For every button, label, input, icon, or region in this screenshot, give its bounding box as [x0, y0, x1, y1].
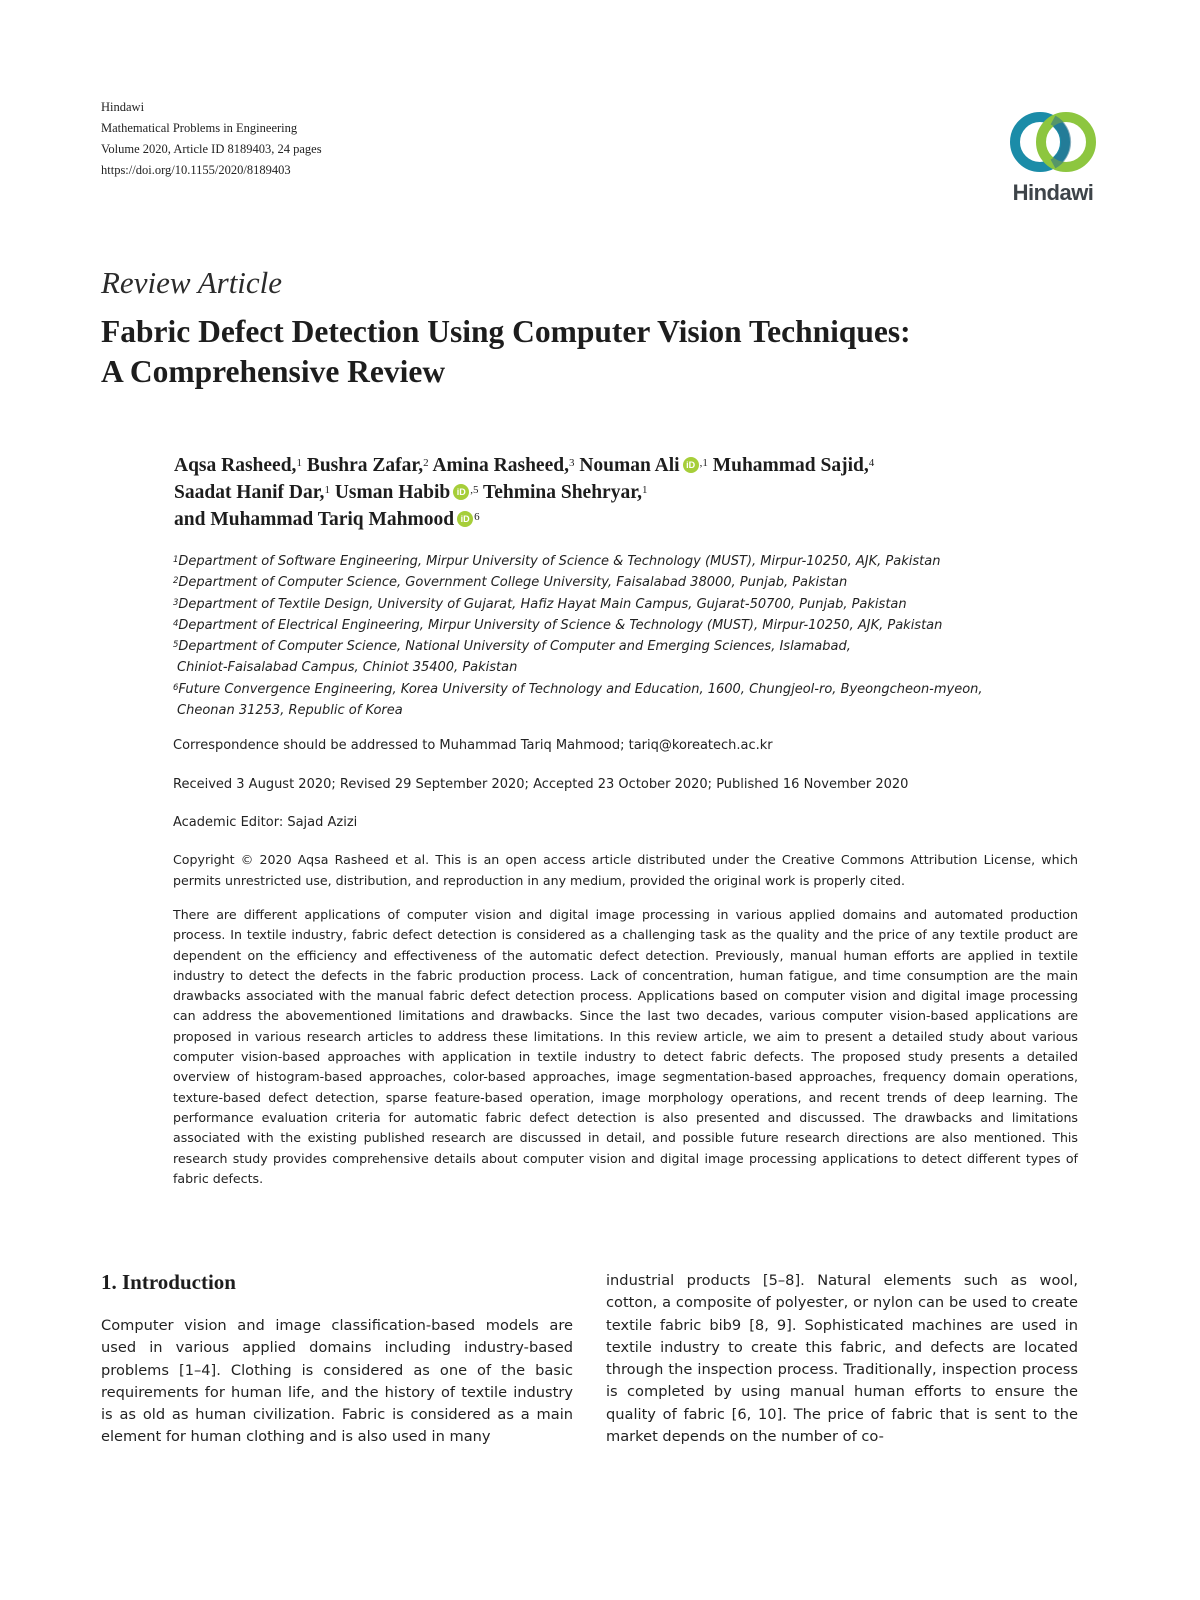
affiliation-text: Future Convergence Engineering, Korea University of Technology and Education, 1600, Chungjeol-ro, Byeongcheon-myeon,: [178, 681, 983, 697]
affiliation-text: Department of Electrical Engineering, Mirpur University of Science & Technology (MUST), Mirpur-10250, AJK, Pakistan: [178, 617, 943, 633]
doi-link[interactable]: https://doi.org/10.1155/2020/8189403: [101, 163, 291, 177]
copyright-notice: Copyright © 2020 Aqsa Rasheed et al. This is an open access article distributed under the Creative Commons Attribution License, which permits unrestricted use, distribution, and reproduction in any medium, provided the original work is properly cited.: [173, 852, 1078, 888]
orcid-icon[interactable]: iD: [457, 511, 473, 527]
hindawi-logo: [1000, 108, 1106, 204]
author-name: and Muhammad Tariq Mahmood: [174, 509, 455, 530]
section-heading: 1. Introduction: [101, 1270, 236, 1294]
author-name: Tehmina Shehryar,: [483, 482, 642, 503]
affiliation-number: 4: [173, 618, 179, 629]
journal-header: [101, 97, 322, 181]
body-text-left-column: Computer vision and image classification-based models are used in various applied domains including industry-based problems [1–4]. Clothing is considered as one of the basic requirements for human life, and the history of textile industry is as old as human civilization. Fabric is considered as a main element for human clothing and is also used in many: [101, 1317, 573, 1446]
affiliation-item: [173, 636, 1113, 657]
affiliation-continuation: Chiniot-Faisalabad Campus, Chiniot 35400, Pakistan: [177, 660, 518, 676]
orcid-icon[interactable]: iD: [683, 457, 699, 473]
affiliation-number: 2: [173, 576, 179, 587]
affiliation-marker: 1: [296, 457, 302, 469]
author-name: Amina Rasheed,: [432, 455, 569, 476]
affiliation-marker: 4: [868, 457, 875, 469]
academic-editor: Academic Editor: Sajad Azizi: [173, 815, 358, 830]
author-line-1: [174, 452, 1114, 479]
affiliation-list: [173, 551, 1113, 721]
author-name: Muhammad Sajid,: [712, 455, 869, 476]
affiliation-number: 5: [173, 640, 179, 651]
affiliation-continuation: Cheonan 31253, Republic of Korea: [177, 703, 403, 719]
affiliation-text: Department of Textile Design, University of Gujarat, Hafiz Hayat Main Campus, Gujarat-50700, Punjab, Pakistan: [178, 596, 907, 612]
affiliation-marker: 1: [641, 484, 648, 496]
article-type: Review Article: [101, 265, 283, 300]
affiliation-item: [173, 572, 1113, 593]
affiliation-item: [173, 615, 1113, 636]
author-name: Saadat Hanif Dar,: [174, 482, 325, 503]
affiliation-item: [173, 679, 1113, 700]
affiliation-marker: 6: [474, 511, 480, 523]
paper-title: [101, 312, 1101, 392]
affiliation-number: 1: [173, 555, 179, 565]
publication-dates: Received 3 August 2020; Revised 29 September 2020; Accepted 23 October 2020; Published 16 November 2020: [173, 777, 909, 792]
affiliation-marker: 2: [423, 457, 429, 469]
title-line-1: Fabric Defect Detection Using Computer Vision Techniques:: [101, 314, 911, 349]
author-name: Aqsa Rasheed,: [174, 455, 297, 476]
affiliation-number: 6: [173, 682, 179, 693]
orcid-icon[interactable]: iD: [453, 484, 469, 500]
affiliation-item: [173, 594, 1113, 615]
hindawi-logo-icon: [1000, 108, 1106, 180]
affiliation-text: Department of Computer Science, National University of Computer and Emerging Sciences, Islamabad,: [178, 639, 851, 655]
author-name: Bushra Zafar,: [306, 455, 424, 476]
affiliation-text: Department of Software Engineering, Mirpur University of Science & Technology (MUST), Mirpur-10250, AJK, Pakistan: [178, 554, 941, 569]
affiliation-number: 3: [173, 597, 179, 608]
journal-name: Mathematical Problems in Engineering: [101, 121, 298, 135]
affiliation-marker: ,1: [699, 457, 708, 469]
author-list: [174, 452, 1114, 533]
author-name: Nouman Ali: [579, 455, 680, 476]
author-name: Usman Habib: [334, 482, 451, 503]
title-line-2: A Comprehensive Review: [101, 354, 446, 389]
author-line-3: [174, 506, 1114, 533]
affiliation-marker: 3: [568, 457, 575, 469]
body-text-right-column: industrial products [5–8]. Natural elements such as wool, cotton, a composite of polyester, or nylon can be used to create textile fabric bib9 [8, 9]. Sophisticated machines are used in textile industry to create this fabric, and defects are located through the inspection process. Traditionally, inspection process is completed by using manual human efforts to ensure the quality of fabric [6, 10]. The price of fabric that is sent to the market depends on the number of co-: [606, 1272, 1078, 1446]
affiliation-marker: 1: [324, 484, 330, 496]
volume-info: Volume 2020, Article ID 8189403, 24 pages: [101, 142, 322, 156]
publisher-name: Hindawi: [101, 100, 145, 114]
affiliation-marker: ,5: [470, 484, 479, 496]
logo-wordmark: Hindawi: [1012, 180, 1094, 205]
affiliation-text: Department of Computer Science, Government College University, Faisalabad 38000, Punjab, Pakistan: [178, 575, 848, 591]
affiliation-item: [173, 551, 1113, 572]
author-line-2: [174, 479, 1114, 506]
correspondence: Correspondence should be addressed to Muhammad Tariq Mahmood; tariq@koreatech.ac.kr: [173, 738, 773, 753]
abstract-text: There are different applications of computer vision and digital image processing in various applied domains and automated production process. In textile industry, fabric defect detection is considered as a challenging task as the quality and the price of any textile product are dependent on the efficiency and effectiveness of the automatic defect detection. Previously, manual human efforts are applied in textile industry to detect the defects in the fabric production process. Lack of concentration, human fatigue, and time consumption are the main drawbacks associated with the manual fabric defect detection process. Applications based on computer vision and digital image processing can address the abovementioned limitations and drawbacks. Since the last two decades, various computer vision-based applications are proposed in various research articles to address these limitations. In this review article, we aim to present a detailed study about various computer vision-based approaches with application in textile industry to detect fabric defects. The proposed study presents a detailed overview of histogram-based approaches, color-based approaches, image segmentation-based approaches, frequency domain operations, texture-based defect detection, sparse feature-based operation, image morphology operations, and recent trends of deep learning. The performance evaluation criteria for automatic fabric defect detection is also presented and discussed. The drawbacks and limitations associated with the existing published research are discussed in detail, and possible future research directions are also mentioned. This research study provides comprehensive details about computer vision and digital image processing applications to detect different types of fabric defects.: [173, 907, 1078, 1186]
